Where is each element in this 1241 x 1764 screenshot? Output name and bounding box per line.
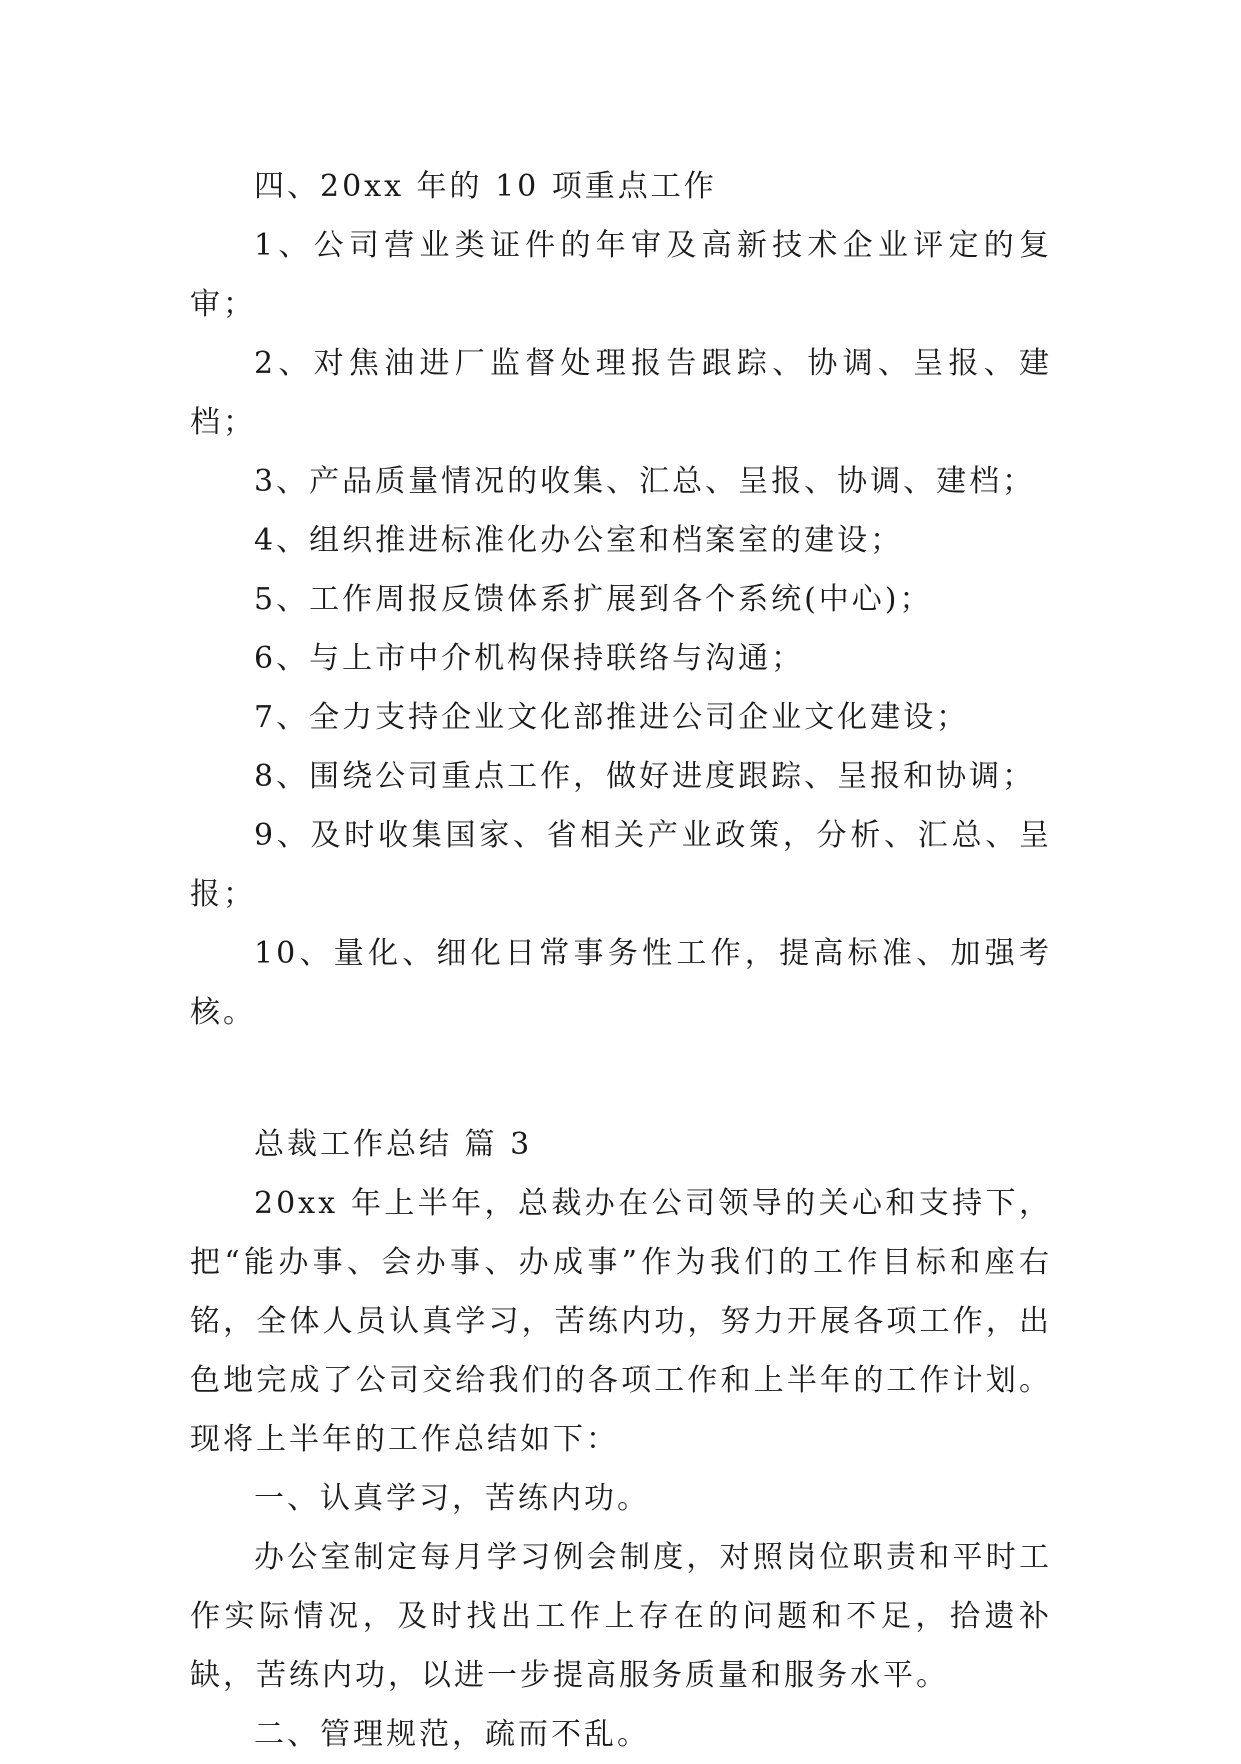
list-item: 7、全力支持企业文化部推进公司企业文化建设； [254,700,970,735]
list-item: 8、围绕公司重点工作，做好进度跟踪、呈报和协调； [254,759,1036,794]
article-intro: 20xx 年上半年，总裁办在公司领导的关心和支持下，把“能办事、会办事、办成事”作为我们的工作目标和座右铭，全体人员认真学习，苦练内功，努力开展各项工作，出色地完成了公司交给我们的各项工作和上半年的工作计划。现将上半年的工作总结如下： [190,1186,1052,1457]
list-item: 3、产品质量情况的收集、汇总、呈报、协调、建档； [254,464,1036,499]
list-item: 2、对焦油进厂监督处理报告跟踪、协调、呈报、建档； [190,346,1052,440]
list-item: 9、及时收集国家、省相关产业政策，分析、汇总、呈报； [190,818,1052,912]
list-item: 5、工作周报反馈体系扩展到各个系统(中心)； [254,582,933,617]
list-item: 10、量化、细化日常事务性工作，提高标准、加强考核。 [190,936,1052,1030]
list-item: 4、组织推进标准化办公室和档案室的建设； [254,523,904,558]
section-heading: 四、20xx 年的 10 项重点工作 [254,169,717,204]
point-body: 办公室制定每月学习例会制度，对照岗位职责和平时工作实际情况，及时找出工作上存在的问题和不足，拾遗补缺，苦练内功，以进一步提高服务质量和服务水平。 [190,1540,1052,1693]
point-heading: 二、管理规范，疏而不乱。 [254,1717,650,1752]
section-spacer [190,1042,1052,1115]
list-item: 1、公司营业类证件的年审及高新技术企业评定的复审； [190,228,1052,322]
point-heading: 一、认真学习，苦练内功。 [254,1481,650,1516]
document-body [190,157,1052,1764]
list-item: 6、与上市中介机构保持联络与沟通； [254,641,805,676]
article-title: 总裁工作总结 篇 3 [254,1127,533,1162]
